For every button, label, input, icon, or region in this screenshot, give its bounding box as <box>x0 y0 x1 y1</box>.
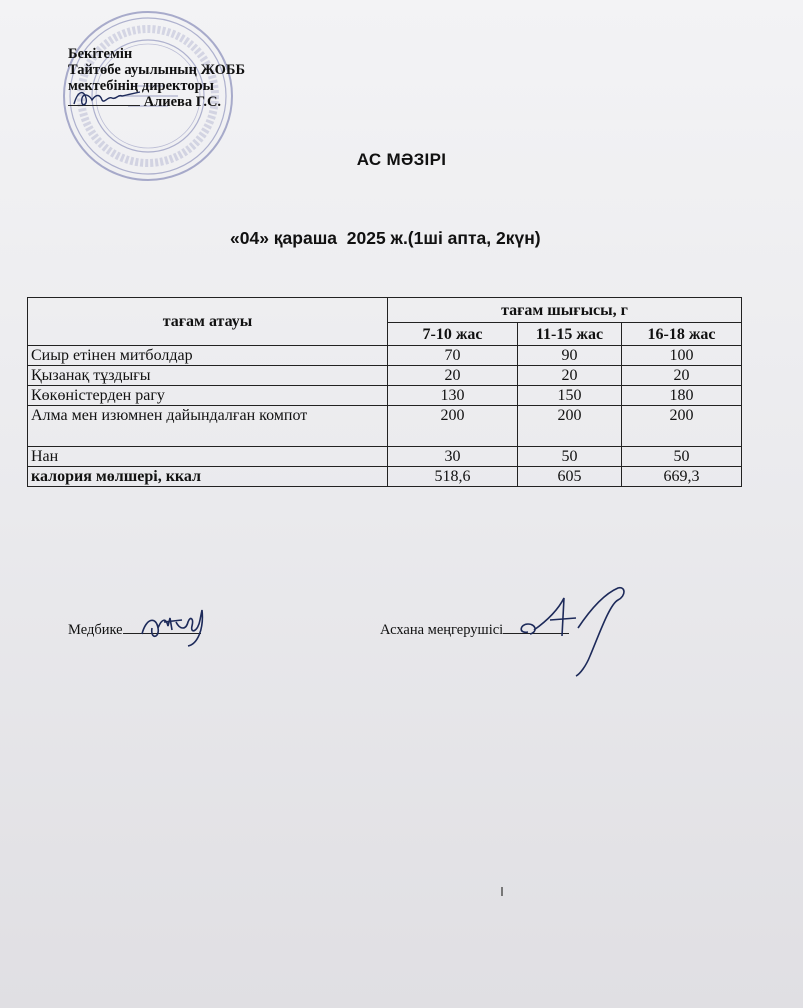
table-row <box>28 406 742 447</box>
approval-sign-line <box>68 94 245 110</box>
dish-value: 50 <box>622 447 742 467</box>
dish-name: Көкөністерден рагу <box>28 386 388 406</box>
nurse-signature <box>136 600 226 650</box>
dish-name: Нан <box>28 447 388 467</box>
header-age-7-10: 7-10 жас <box>388 323 518 346</box>
table-row <box>28 386 742 406</box>
dish-value: 200 <box>622 406 742 447</box>
dish-value: 130 <box>388 386 518 406</box>
dish-name: Сиыр етінен митболдар <box>28 346 388 366</box>
dish-value: 200 <box>388 406 518 447</box>
dish-value: 30 <box>388 447 518 467</box>
dish-value: 90 <box>518 346 622 366</box>
dish-value: 20 <box>622 366 742 386</box>
dish-name: Алма мен изюмнен дайындалған компот <box>28 406 388 447</box>
total-label: калория мөлшері, ккал <box>28 467 388 487</box>
dish-name: Қызанақ тұздығы <box>28 366 388 386</box>
dish-value: 20 <box>388 366 518 386</box>
table-header-row <box>28 298 742 323</box>
table-row <box>28 366 742 386</box>
dish-value: 200 <box>518 406 622 447</box>
dish-value: 70 <box>388 346 518 366</box>
kitchen-label: Асхана меңгерушісі <box>380 622 504 638</box>
table-row <box>28 447 742 467</box>
total-value: 605 <box>518 467 622 487</box>
page-title: АС МӘЗІРІ <box>356 150 447 169</box>
menu-table <box>27 297 742 487</box>
approval-heading: Бекітемін <box>68 46 133 62</box>
director-signature <box>70 86 148 112</box>
dish-value: 20 <box>518 366 622 386</box>
page-speck <box>501 887 503 896</box>
header-age-11-15: 11-15 жас <box>518 323 622 346</box>
dish-value: 150 <box>518 386 622 406</box>
total-value: 669,3 <box>622 467 742 487</box>
dish-value: 100 <box>622 346 742 366</box>
menu-date: «04» қараша 2025 ж.(1ші апта, 2күн) <box>230 228 541 248</box>
header-output: тағам шығысы, г <box>388 298 742 323</box>
header-dish-name: тағам атауы <box>28 298 388 346</box>
kitchen-signature <box>514 580 634 680</box>
dish-value: 50 <box>518 447 622 467</box>
approval-block <box>68 46 245 110</box>
approval-signer: Алиева Г.С. <box>143 94 222 110</box>
dish-value: 180 <box>622 386 742 406</box>
header-age-16-18: 16-18 жас <box>622 323 742 346</box>
table-row <box>28 346 742 366</box>
total-value: 518,6 <box>388 467 518 487</box>
approval-school: Тайтөбе ауылының ЖОББ <box>68 62 246 78</box>
table-total-row <box>28 467 742 487</box>
approval-position: мектебінің директоры <box>68 78 214 94</box>
nurse-label: Медбике <box>68 622 123 638</box>
